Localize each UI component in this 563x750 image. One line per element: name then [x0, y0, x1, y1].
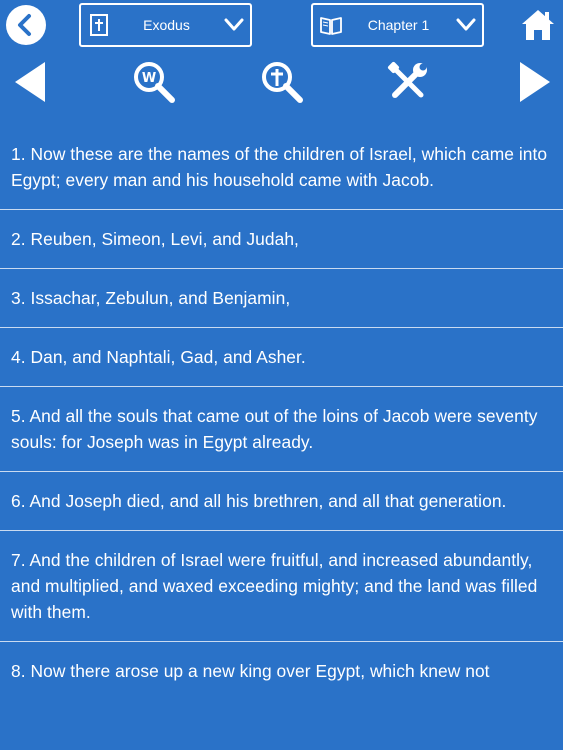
triangle-right-icon: [518, 60, 554, 104]
verse-item[interactable]: 3. Issachar, Zebulun, and Benjamin,: [0, 269, 563, 328]
book-selector-label: Exodus: [143, 17, 190, 33]
open-book-icon: [319, 13, 343, 37]
verse-item[interactable]: 1. Now these are the names of the children of Israel, which came into Egypt; every man and his household came with Jacob.: [0, 125, 563, 210]
verse-item[interactable]: 8. Now there arose up a new king over Egypt, which knew not: [11, 661, 490, 681]
previous-chapter-button[interactable]: [4, 59, 54, 105]
chevron-down-icon: [224, 17, 244, 33]
home-button[interactable]: [519, 6, 557, 44]
verse-item[interactable]: 4. Dan, and Naphtali, Gad, and Asher.: [0, 328, 563, 387]
word-search-magnifier-icon: [131, 59, 177, 105]
book-selector[interactable]: [79, 3, 252, 47]
top-bar: [0, 0, 563, 50]
back-button[interactable]: [6, 5, 46, 45]
word-search-button[interactable]: [129, 59, 179, 105]
svg-text:W: W: [141, 71, 157, 86]
next-chapter-button[interactable]: [511, 59, 561, 105]
wrench-screwdriver-icon: [385, 59, 431, 105]
triangle-left-icon: [11, 60, 47, 104]
chevron-down-icon: [456, 17, 476, 33]
verse-item[interactable]: 5. And all the souls that came out of the loins of Jacob were seventy souls: for Joseph was in Egypt already.: [0, 387, 563, 472]
cross-search-magnifier-icon: [259, 59, 305, 105]
back-chevron-icon: [14, 13, 38, 37]
home-icon: [519, 6, 557, 44]
bible-cross-icon: [87, 13, 111, 37]
verse-list: [0, 125, 563, 700]
verse-item[interactable]: 6. And Joseph died, and all his brethren, and all that generation.: [0, 472, 563, 531]
chapter-selector[interactable]: [311, 3, 484, 47]
bible-search-button[interactable]: [257, 59, 307, 105]
settings-button[interactable]: [383, 59, 433, 105]
verse-item[interactable]: 2. Reuben, Simeon, Levi, and Judah,: [0, 210, 563, 269]
verse-item[interactable]: 7. And the children of Israel were fruitful, and increased abundantly, and multiplied, and waxed exceeding mighty; and the land was filled with them.: [0, 531, 563, 642]
chapter-selector-label: Chapter 1: [367, 17, 430, 33]
toolbar: [0, 50, 563, 112]
